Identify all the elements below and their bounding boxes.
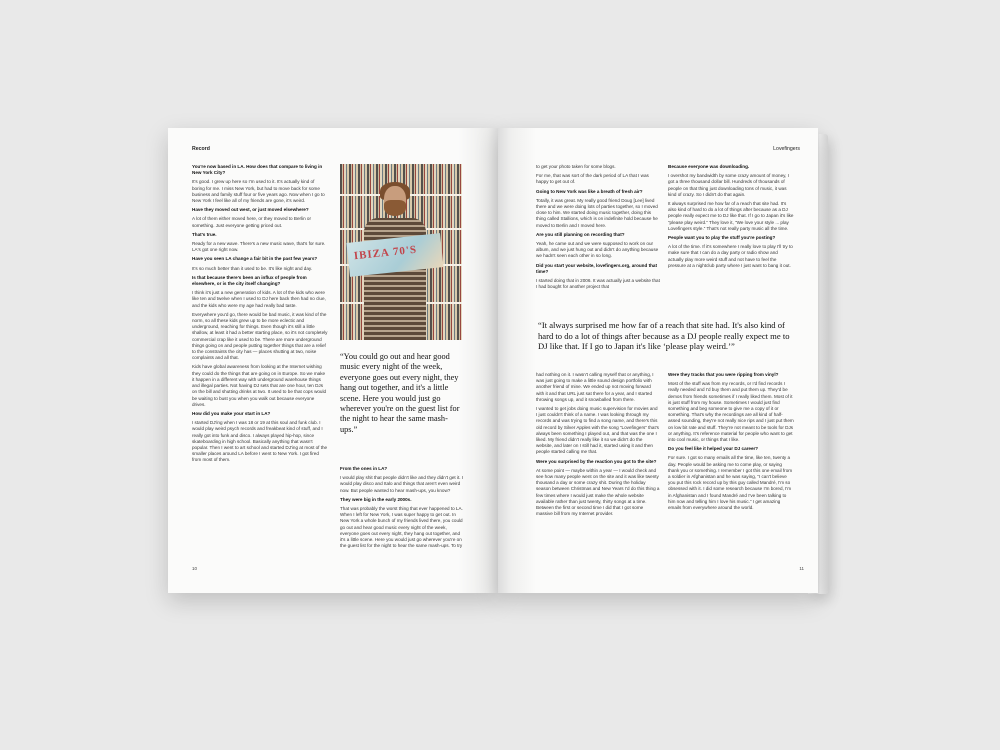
interview-question: That's true. (192, 231, 217, 237)
right-column-2-top (668, 164, 794, 312)
page-number-right: 11 (799, 566, 804, 571)
interview-answer: Ready for a new wave. There's a new music wave, that's for sure. LA's got one right now. (192, 241, 326, 253)
interview-answer: A lot of the time. If it's somewhere I really love to play I'll try to make sure that I can do a day party or radio show and actually play more weird stuff and not have to feel the pressure at a nightclub party where I just want to bang it out. (668, 244, 793, 268)
ibiza-sign-text: IBIZA 70'S (353, 243, 418, 263)
interview-question: Are you still planning on recording that? (536, 231, 625, 237)
running-head-right: Lovefingers (773, 146, 800, 152)
interview-answer: Kids have global awareness from looking at the Internet wishing they could do the things that are going on in Europe. So we make it happen in a different way with underground warehouse things and illegal parties. Not having DJ sets that are one hour, ten DJs on the bill and shutting drinks at two. It used to be that cops would be waiting to bust you when you walk out because everyone drives. (192, 364, 327, 407)
left-column-1 (192, 164, 328, 564)
interview-question: Because everyone was downloading. (668, 164, 750, 169)
interview-question: Do you feel like it helped your DJ career? (668, 446, 759, 452)
interview-answer: Totally, it was great. My really good friend Doug [Lee] lived there and we were doing lots of parties together, so I moved close to him. We started doing music together, doing this thing called Stallions, which is on indefinite hold because he moved to Berlin and I moved here. (536, 197, 658, 228)
interview-answer: For sure. I got so many emails all the time, like ten, twenty a day. People would be asking me to come play, or saying thank you or something. I remember I got this one email from a soldier in Afghanistan and he was saying, “I can't believe you put this rock record up by this guy called Mandré, I'm so obsessed with it. I did some research because I'm bored, I'm in Afghanistan and I found Mandré and I've been talking to him now and telling him I love his music.” I get amazing emails from everywhere around the world. (668, 455, 793, 511)
interview-answer: It's good. I grew up here so I'm used to it. It's actually kind of boring for me. I miss New York, but had to move back for some business and family stuff four or five years ago. Now when I go to New York I feel like all of my friends are gone, it's weird. (192, 179, 325, 204)
interview-answer: Yeah, he came out and we were supposed to work on our album, and we just hung out and didn't do anything because we hadn't seen each other in so long. (536, 241, 659, 259)
interview-question: They were big in the early 2000s. (340, 496, 412, 502)
interview-question: Is that because there's been an influx of people from elsewhere, or is the city itself changing? (192, 274, 307, 287)
left-column-2 (340, 466, 466, 564)
portrait-photo (340, 164, 462, 340)
pull-quote-left: “You could go out and hear good music every night of the week, everyone goes out every night, they hang out together, and it's a little scene. Here you would just go wherever you're on the guest list for the night to hear the same mash-ups.” (340, 352, 460, 434)
right-column-2-bottom (668, 372, 794, 564)
right-column-1-top (536, 164, 660, 312)
interview-question: Have you seen LA change a fair bit in the past few years? (192, 256, 318, 262)
interview-answer: I wanted to get jobs doing music supervision for movies and I just couldn't think of a name. I was looking through my records and was trying to find a song name, and there's this old record by Silver Apples with the song “Lovefingers” that's always been something I played out, and that was the one I liked. My friend didn't really like it so we didn't do the website, and later on I still had it, started using it and then people started calling me that. (536, 406, 659, 455)
interview-answer: Everywhere you'd go, there would be bad music, it was kind of the norm, so all these kids grew up to be more eclectic and underground, reaching for things. Even though it's still a little shallow, at least it had a better starting place, so it's not completely commercial crap like it used to be. There are more underground things going on and people putting together things that are a relief to the constraints the city has — places shutting at two, noise complaints and all that. (192, 311, 328, 361)
interview-answer: A lot of them either moved here, or they moved to Berlin or something. Just everyone getting priced out. (192, 216, 311, 228)
interview-answer: I started DJ'ing when I was 18 or 19 at this soul and funk club. I would play weird psych records and freakbeat kind of stuff, and I really got into funk and disco. I always played hip-hop, since skateboarding in high school. Basically anything that wasn't popular. Then I went to art school and started DJ'ing at most of the smaller places around LA before I went to New York. I got fired from most of them. (192, 420, 328, 463)
pull-quote-right: “It always surprised me how far of a reach that site had. It's also kind of hard to do a lot of things after because as a DJ people really expect me to DJ like that. If I go to Japan it's like ‘please play weird.’” (538, 320, 790, 352)
interview-question: Were they tracks that you were ripping from vinyl? (668, 372, 779, 377)
running-head-left: Record (192, 146, 210, 152)
interview-answer: had nothing on it. I wasn't calling myself that or anything, I was just going to make a little sound design portfolio with another friend of mine. We ended up not moving forward with it and that URL just sat there for a year, and I started throwing songs up, and it snowballed from there. (536, 372, 654, 402)
right-column-1-bottom (536, 372, 660, 564)
interview-question: You're now based in LA. How does that compare to living in New York City? (192, 164, 323, 176)
interview-question: Were you surprised by the reaction you got to the site? (536, 458, 657, 464)
interview-answer: For me, that was sort of the dark period of LA that I was happy to get out of. (536, 173, 649, 185)
interview-answer: At some point — maybe within a year — I would check and see how many people went on the site and it was like twenty thousand a day or some crazy shit. During the holiday season between Christmas and New Years I'd do this thing a few times where I would just make the whole website available rather than just twenty, thirty songs at a time. Between the first or second time I did that I got some massive bill from my Internet provider. (536, 467, 660, 517)
page-number-left: 10 (192, 566, 198, 571)
interview-answer: I would play shit that people didn't like and they didn't get it. I would play disco and Italo and things that aren't even weird now. But people wanted to hear mash-ups, you know? (340, 475, 464, 493)
interview-answer: I think it's just a new generation of kids. A lot of the kids who were like ten and twelve when I used to DJ here back then had no clue, and the kids who were my age had really bad taste. (192, 290, 326, 308)
interview-question: Going to New York was like a breath of fresh air? (536, 188, 643, 194)
interview-question: How did you make your start in LA? (192, 410, 271, 416)
right-page (498, 128, 818, 593)
interview-question: From the ones in LA? (340, 466, 388, 471)
interview-question: Have they moved out west, or just moved elsewhere? (192, 207, 309, 213)
interview-answer: That was probably the worst thing that ever happened to LA. When I left for New York, I was super happy to get out. In New York a whole bunch of my friends lived there, you could go out and hear good music every night of the week, everyone goes out every night, they hang out together, and it's a little scene. Here you would just go wherever you're on the guest list for the night to hear the same mash-ups. To try (340, 506, 463, 549)
interview-question: People want you to play the stuff you're posting? (668, 235, 776, 241)
interview-answer: I started doing that in 2006. It was actually just a website that I had bought for another project that (536, 278, 660, 290)
interview-answer: It always surprised me how far of a reach that site had. It's also kind of hard to do a lot of things after because as a DJ people really expect me to DJ like that. If I go to Japan it's like “please play weird.” They love it, “We love your style ... play Lovefingers style.” That's not really party music all the time. (668, 201, 794, 231)
interview-answer: It's so much better than it used to be. It's like night and day. (192, 265, 313, 271)
interview-answer: I overshot my bandwidth by some crazy amount of money, I got a three thousand dollar bill. Hundreds of thousands of people on that thing just downloading tons of music, it was kind of crazy. So I didn't do that again. (668, 173, 789, 197)
left-page (168, 128, 498, 593)
interview-answer: Most of the stuff was from my records, or I'd find records I really needed and I'd buy them and put them up. They'd be demos from friends sometimes if I really liked them. Most of it is just stuff from my house. Sometimes I would just find something and beg someone to give me a copy of it or something. That's why the recordings are all kind of half-assed sounding, they're not really nice rips and I just put them on low bit rate and stuff. They're not meant to be tools for DJs or anything. It's reference material for people who want to get into cool music, or things that I like. (668, 381, 794, 443)
interview-answer: to get your photo taken for some blogs. (536, 164, 616, 169)
interview-question: Did you start your website, lovefingers.org, around that time? (536, 262, 657, 274)
